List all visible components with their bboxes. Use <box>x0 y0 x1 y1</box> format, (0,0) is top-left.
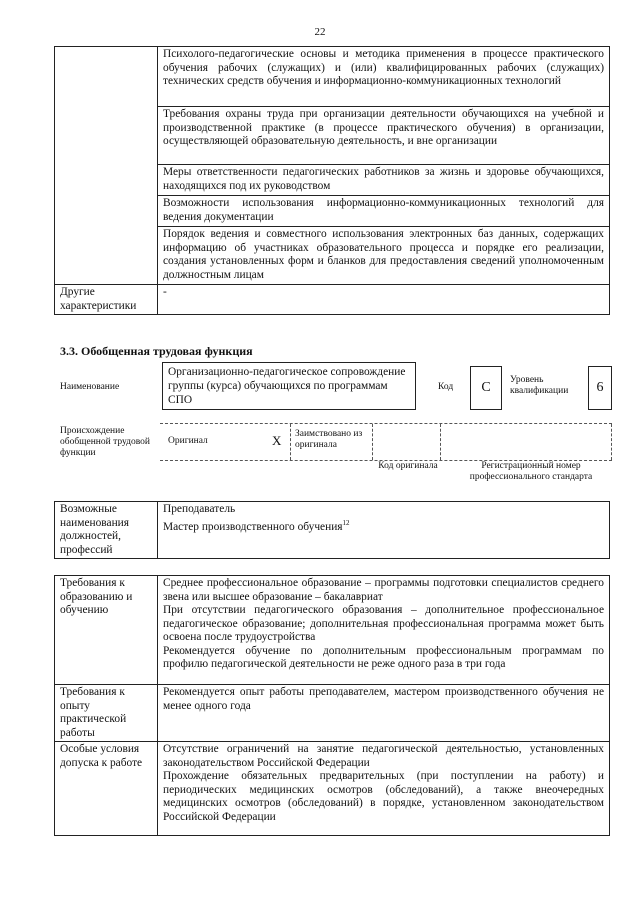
origin-row <box>160 423 612 461</box>
position-item: Преподаватель <box>163 503 236 515</box>
requirement-paragraph: Среднее профессиональное образование – программы подготовки специалистов среднего звена или высшее образование – бакалавриат <box>163 577 604 603</box>
origin-label: Происхождение обобщенной трудовой функции <box>60 426 150 458</box>
other-characteristics-label: Другие характеристики <box>55 285 158 315</box>
page-number: 22 <box>314 26 326 38</box>
reg-number-caption: Регистрационный номер профессионального стандарта <box>469 461 593 482</box>
requirement-value <box>158 576 610 685</box>
level-label: Уровень квалификации <box>510 375 569 396</box>
requirement-label: Требования к опыту практической работы <box>55 685 158 742</box>
name-label: Наименование <box>60 382 120 392</box>
knowledge-item: Требования охраны труда при организации деятельности обучающихся на учебной и производственной практике (в процессе практического обучения) в организации, осуществляющей образовательную деятельность, и вне организации <box>158 107 610 165</box>
function-name: Организационно-педагогическое сопровождение группы (курса) обучающихся по программам СПО <box>162 362 416 410</box>
empty-label-cell <box>55 47 158 285</box>
requirement-paragraph: Рекомендуется обучение по дополнительным профессиональным программам по профилю педагогической деятельности не реже одного раза в три года <box>163 644 604 670</box>
code-original-caption: Код оригинала <box>378 461 438 471</box>
requirement-label: Требования к образованию и обучению <box>55 576 158 685</box>
knowledge-item: Психолого-педагогические основы и методика применения в процессе практического обучения рабочих (служащих) и (или) квалифицированных рабочих (служащих) технических средств обучения и информационно-коммуникационных технологий <box>158 47 610 107</box>
footnote-mark: 12 <box>342 518 350 527</box>
requirement-paragraph: При отсутствии педагогического образования – дополнительное профессиональное педагогическое образование; дополнительная профессиональная программа может быть освоена после трудоустройства <box>163 604 604 643</box>
position-item-with-footnote <box>163 517 604 534</box>
knowledge-item: Порядок ведения и совместного использования электронных баз данных, содержащих информацию об участниках образовательного процесса и порядке его реализации, создания установленных форм и бланков для предоставления сведений уполномоченным должностным лицам <box>158 227 610 285</box>
knowledge-table <box>54 46 610 315</box>
code-label: Код <box>438 382 454 392</box>
original-label: Оригинал <box>168 436 208 446</box>
requirement-paragraph: Прохождение обязательных предварительных (при поступлении на работу) и периодических медицинских осмотров (обследований), а также внеочередных медицинских осмотров (обследований) в порядке, установленном законодательством Российской Федерации <box>163 770 604 823</box>
requirement-value <box>158 685 610 742</box>
section-heading: 3.3. Обобщенная трудовая функция <box>60 344 253 358</box>
positions-label: Возможные наименования должностей, профессий <box>55 502 158 559</box>
level-value: 6 <box>588 366 612 410</box>
requirement-paragraph: Отсутствие ограничений на занятие педагогической деятельностью, установленных законодательством Российской Федерации <box>163 743 604 769</box>
knowledge-item: Возможности использования информационно-коммуникационных технологий для ведения документации <box>158 196 610 227</box>
positions-table <box>54 501 610 559</box>
knowledge-item: Меры ответственности педагогических работников за жизнь и здоровье обучающихся, находящихся под их руководством <box>158 165 610 196</box>
positions-list <box>158 502 610 559</box>
requirements-table <box>54 575 610 836</box>
requirement-paragraph: Рекомендуется опыт работы преподавателем, мастером производственного обучения не менее одного года <box>163 686 604 712</box>
requirement-label: Особые условия допуска к работе <box>55 742 158 836</box>
borrowed-label: Заимствовано из оригинала <box>295 429 363 450</box>
original-mark: X <box>272 433 282 448</box>
position-item: Мастер производственного обучения <box>163 520 343 533</box>
other-characteristics-value: - <box>158 285 610 315</box>
code-value: С <box>470 366 502 410</box>
requirement-value <box>158 742 610 836</box>
